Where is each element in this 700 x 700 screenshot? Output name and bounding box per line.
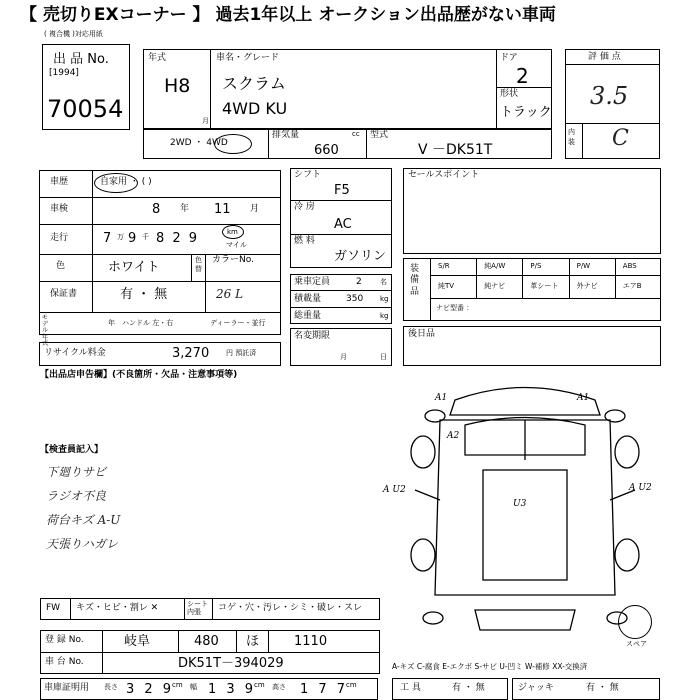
- mileage-man: 7: [103, 231, 112, 246]
- height-value: 1 7 7: [300, 682, 349, 697]
- mileage-label: 走行: [50, 233, 69, 243]
- certificate-label: 車庫証明用: [44, 683, 90, 693]
- registration-area: 岐阜: [124, 634, 151, 649]
- vehicle-grade: 4WD KU: [222, 99, 288, 118]
- fuel-value: ガソリン: [334, 249, 387, 264]
- banner: [0, 0, 700, 32]
- navi-label: ナビ型番 ：: [436, 304, 474, 312]
- vehicle-name: スクラム: [222, 74, 286, 93]
- ac-value: AC: [334, 217, 352, 232]
- equipment-item: 革シート: [530, 282, 559, 290]
- inspector-title: 【検査員記入】: [40, 445, 104, 455]
- length-value: 3 2 9: [126, 682, 175, 697]
- history-box: [39, 170, 281, 335]
- month-mark: 月: [202, 117, 209, 125]
- interior-label: 内装: [568, 128, 575, 146]
- equipment-item: P/S: [530, 262, 542, 270]
- jack-value: 有 ・ 無: [586, 683, 619, 693]
- equipment-label: 装 備 品: [410, 264, 420, 297]
- color-value: ホワイト: [108, 260, 160, 275]
- mileage-rest: 8 2 9: [156, 231, 200, 246]
- damage-mark: A2: [447, 431, 460, 441]
- inspector-note: ラジオ不良: [46, 489, 107, 503]
- model-year-unit: 年: [108, 319, 115, 327]
- banner-title: 【 売切りEXコーナー 】 過去1年以上 オークション出品歴がない車両: [20, 5, 556, 25]
- damage-mark: A U2: [383, 485, 406, 495]
- damage-mark: U3: [513, 499, 527, 509]
- height-unit: cm: [346, 681, 357, 689]
- registration-number: 1110: [294, 634, 328, 649]
- warranty-label: 保証書: [50, 289, 78, 299]
- model-year: H8: [164, 75, 191, 97]
- inspection-month: 11: [214, 202, 231, 217]
- damage-mark: A1: [577, 393, 590, 403]
- inspector-note: 荷台キズ A-U: [46, 513, 121, 527]
- equipment-item: エアB: [622, 282, 642, 290]
- equipment-divider: [522, 258, 523, 298]
- fuel-label: 燃 料: [294, 236, 315, 246]
- gross-label: 総重量: [294, 311, 322, 321]
- tools-label: 工 具: [400, 683, 421, 693]
- load-unit: kg: [380, 295, 389, 303]
- jack-label: ジャッキ: [518, 683, 554, 693]
- inspector-note: 天張りハガレ: [46, 537, 119, 551]
- gross-unit: kg: [380, 312, 389, 320]
- width-label: 幅: [190, 683, 197, 691]
- sales-point-box: [403, 168, 661, 254]
- mile-unit: マイル: [226, 241, 247, 249]
- seat-items: コゲ・穴・汚レ・シミ・破レ・スレ: [218, 603, 363, 613]
- wheel-rear-right: [615, 539, 639, 571]
- post-delivery-box: [403, 326, 661, 366]
- door-label: ドア: [500, 53, 518, 63]
- recycle-value: 3,270: [172, 346, 210, 361]
- width-unit: cm: [254, 681, 265, 689]
- inspection-year-unit: 年: [180, 204, 190, 214]
- dealer-option: ディーラー・並行: [210, 319, 266, 327]
- handle-option: ハンドル 左・右: [122, 319, 174, 327]
- score-value: 3.5: [590, 82, 629, 110]
- equipment-divider: [615, 258, 616, 298]
- seat-label: シート 内張: [187, 600, 208, 617]
- equipment-divider: [569, 258, 570, 298]
- recycle-label: リサイクル料金: [44, 348, 106, 358]
- inspection-year: 8: [152, 202, 161, 217]
- equipment-item: 純TV: [438, 282, 455, 290]
- registration-class: 480: [194, 634, 219, 649]
- body-type: トラック: [500, 105, 552, 120]
- tools-value: 有 ・ 無: [452, 683, 485, 693]
- lot-year-tag: [1994]: [49, 68, 79, 78]
- body-label: 形状: [500, 89, 519, 99]
- mileage-man-unit: 万: [117, 233, 124, 241]
- fw-items: キズ・ヒビ・割レ ✕: [76, 603, 159, 613]
- drive-options: 2WD ・ 4WD: [170, 138, 228, 148]
- wheel-front-right: [615, 436, 639, 468]
- history-options: 自家用 ・ ( ): [100, 177, 152, 187]
- displacement-unit: cc: [352, 130, 360, 138]
- length-unit: cm: [172, 681, 183, 689]
- name-label: 車名・グレード: [216, 53, 280, 63]
- paper-type-label: ( 複合機 )対応用紙: [44, 30, 103, 38]
- history-label: 車歴: [50, 177, 69, 187]
- history-selected-circle: [94, 173, 138, 193]
- capacity-unit: 名: [380, 278, 387, 286]
- score-label: 評 価 点: [588, 52, 621, 62]
- load-label: 積載量: [294, 294, 322, 304]
- shift-label: シフト: [294, 170, 322, 180]
- year-label: 年式: [148, 53, 167, 63]
- displacement: 660: [314, 143, 339, 158]
- length-label: 長さ: [104, 683, 118, 691]
- interior-grade: C: [612, 126, 629, 151]
- load-value: 350: [346, 294, 364, 304]
- equipment-item: P/W: [576, 262, 591, 270]
- wheel-front-left: [411, 436, 435, 468]
- lot-number: 70054: [47, 95, 124, 123]
- capacity-value: 2: [356, 277, 362, 287]
- height-label: 高さ: [272, 683, 286, 691]
- inspection-label: 車検: [50, 204, 69, 214]
- doors: 2: [516, 64, 529, 88]
- registration-label: 登 録 No.: [45, 635, 84, 645]
- capacity-label: 乗車定員: [294, 277, 331, 287]
- equipment-item: ABS: [622, 262, 637, 270]
- registration-kana: ほ: [246, 634, 260, 649]
- km-selected-circle: [222, 225, 244, 239]
- car-diagram: [383, 380, 655, 640]
- equipment-item: 純ナビ: [484, 282, 506, 290]
- chassis-number: DK51T－394029: [178, 656, 284, 671]
- warranty-value: 有 ・ 無: [120, 287, 168, 302]
- mileage-sen: 9: [128, 231, 137, 246]
- drive-selected-circle: [214, 134, 252, 154]
- mileage-sen-unit: 千: [142, 233, 149, 241]
- ac-label: 冷 房: [294, 202, 315, 212]
- model-year-label: モデル年式: [42, 314, 49, 348]
- equipment-divider: [476, 258, 477, 298]
- inspection-month-unit: 月: [250, 204, 260, 214]
- damage-mark: A U2: [629, 483, 652, 493]
- spare-label: スペア: [626, 640, 647, 648]
- spare-tire: [618, 605, 652, 639]
- km-unit: km: [227, 228, 238, 236]
- fw-label: FW: [46, 603, 61, 613]
- report-title: 【出品店申告欄】(不良箇所・欠品・注意事項等): [40, 370, 238, 380]
- displacement-label: 排気量: [272, 130, 300, 140]
- equipment-item: 純A/W: [484, 262, 506, 270]
- inspector-note: 下廻りサビ: [46, 465, 107, 479]
- color-no-value: 26 L: [216, 287, 244, 301]
- model-label: 型式: [370, 130, 389, 140]
- lot-label: 出 品 No.: [53, 52, 109, 67]
- damage-legend: A-キズ C-腐食 E-エクボ S-サビ U-凹ミ W-補修 XX-交換済: [392, 662, 588, 671]
- plate-day-unit: 日: [380, 353, 387, 361]
- chassis-label: 車 台 No.: [45, 657, 84, 667]
- damage-mark: A1: [435, 393, 448, 403]
- plate-change-label: 名変期限: [294, 331, 331, 341]
- post-delivery-label: 後日品: [408, 329, 436, 339]
- color-no-label: カラーNo.: [212, 255, 254, 265]
- shift-value: F5: [334, 183, 350, 198]
- equipment-item: 外ナビ: [576, 282, 598, 290]
- sales-point-label: セールスポイント: [408, 170, 480, 180]
- recycle-unit: 円 預託済: [226, 349, 257, 357]
- color-label: 色: [56, 261, 66, 271]
- width-value: 1 3 9: [208, 682, 257, 697]
- plate-month-unit: 月: [340, 353, 347, 361]
- color-change-label: 色替: [195, 256, 202, 274]
- model-code: V －DK51T: [418, 142, 493, 158]
- lot-box: [42, 44, 130, 130]
- wheel-rear-left: [411, 539, 435, 571]
- equipment-item: S/R: [438, 262, 450, 270]
